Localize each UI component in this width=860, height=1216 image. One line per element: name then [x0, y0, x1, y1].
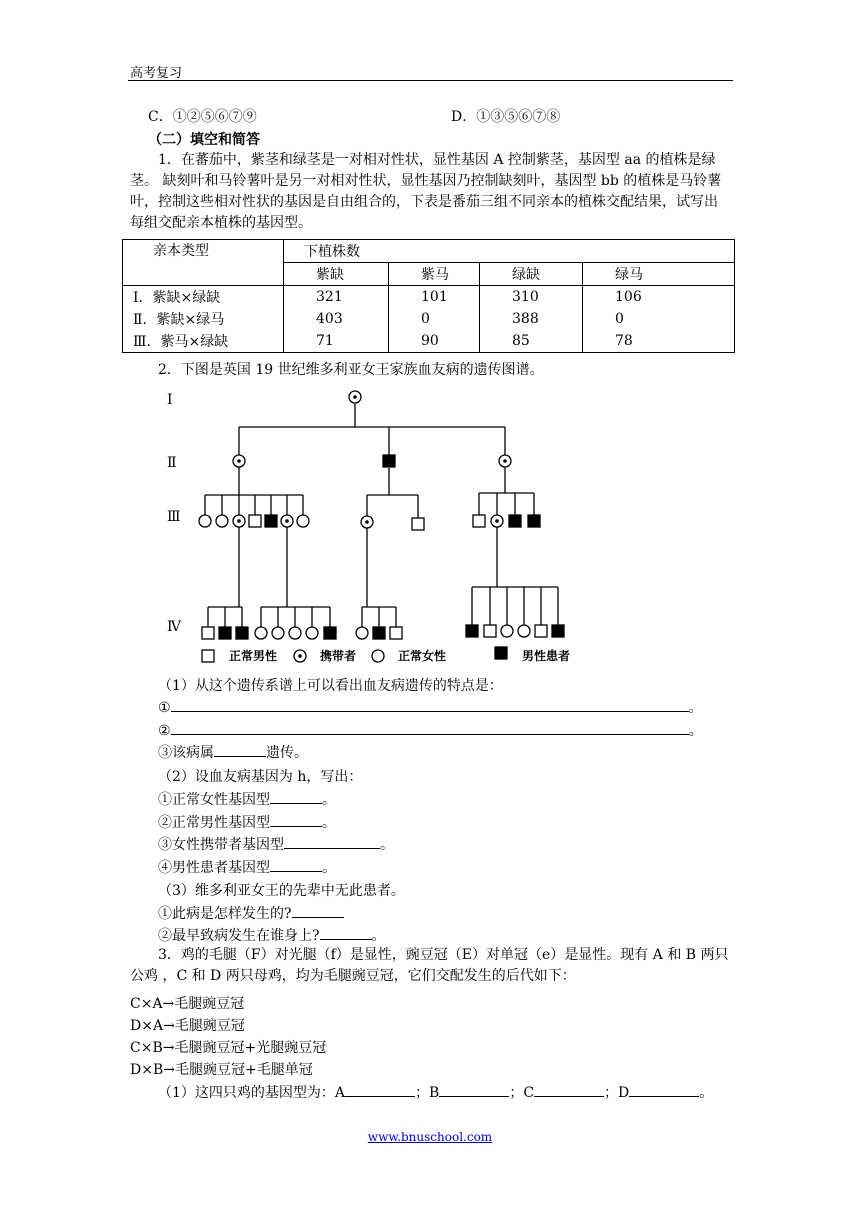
carrier-dot — [495, 519, 499, 523]
answer-blank[interactable] — [534, 1082, 604, 1097]
carrier-dot — [365, 520, 369, 524]
section-title: （二）填空和简答 — [148, 132, 260, 148]
cell: 101 — [389, 286, 480, 309]
q2-intro: 2．下图是英国 19 世纪维多利亚女王家族血友病的遗传图谱。 — [158, 362, 544, 378]
generation-label: Ⅳ — [167, 619, 181, 635]
answer-blank[interactable] — [270, 789, 322, 804]
normal-male-symbol — [202, 627, 214, 639]
cell: 0 — [389, 308, 480, 330]
q2-s2-b: ②正常男性基因型 。 — [158, 812, 336, 832]
affected-male-symbol — [383, 455, 395, 467]
normal-male-symbol — [473, 515, 485, 527]
affected-male-symbol — [528, 515, 540, 527]
answer-blank[interactable] — [320, 925, 372, 940]
table-row — [123, 286, 735, 309]
affected-male-symbol — [373, 627, 385, 639]
carrier-dot — [237, 519, 241, 523]
cell: 0 — [583, 308, 735, 330]
cell: 85 — [480, 330, 583, 353]
generation-label: Ⅲ — [167, 509, 181, 525]
q2-s1-a: ① 。 — [158, 697, 703, 717]
q2-s1: （1）从这个遗传系谱上可以看出血友病遗传的特点是： — [158, 678, 503, 694]
normal-female-symbol — [297, 515, 309, 527]
q1-text: 1．在蕃茄中，紫茎和绿茎是一对相对性状，显性基因 A 控制紫茎，基因型 aa 的植株是绿茎。 缺刻叶和马铃薯叶是另一对相对性状，显性基因乃控制缺刻叶，基因型 bb 的植株是马铃薯叶，控制这些相对性状的基因是自由组合的，下表是番茄三组不同亲本的植株交配结果，试写出 每组交配亲本植株的基因型。 — [130, 152, 722, 231]
affected-male-symbol — [552, 625, 564, 637]
header-title: 高考复习 — [130, 66, 183, 81]
table-col: 紫马 — [389, 263, 480, 286]
option-d: D．①③⑤⑥⑦⑧ — [451, 109, 561, 125]
q3-s1: （1）这四只鸡的基因型为：A ；B ；C ；D 。 — [158, 1082, 713, 1102]
carrier-dot — [503, 459, 507, 463]
answer-blank[interactable] — [270, 812, 322, 827]
table-row — [123, 308, 735, 330]
answer-blank[interactable] — [171, 697, 689, 712]
answer-blank[interactable] — [214, 742, 266, 757]
affected-male-symbol — [466, 625, 478, 637]
carrier-dot — [353, 395, 357, 399]
q3-text: 3．鸡的毛腿（F）对光腿（f）是显性，豌豆冠（E）对单冠（e）是显性。现有 A 和 B 两只公鸡 ，C 和 D 两只母鸡，均为毛腿豌豆冠，它们交配发生的后代如下： — [130, 947, 729, 984]
legend-normal-female-label: 正常女性 — [398, 649, 447, 663]
cell: 106 — [583, 286, 735, 309]
footer-link[interactable]: www.bnuschool.com — [367, 1130, 493, 1144]
cell: 310 — [480, 286, 583, 309]
legend-normal-male-label: 正常男性 — [229, 649, 278, 663]
answer-blank[interactable] — [292, 903, 344, 918]
answer-blank[interactable] — [629, 1082, 699, 1097]
pedigree-diagram — [150, 385, 600, 670]
normal-female-symbol — [306, 627, 318, 639]
answer-blank[interactable] — [171, 720, 689, 735]
q2-s3: （3）维多利亚女王的先辈中无此患者。 — [158, 883, 405, 899]
cross-line: C×A→毛腿豌豆冠 — [130, 996, 245, 1012]
cross-line: C×B→毛腿豌豆冠+光腿豌豆冠 — [130, 1040, 327, 1056]
q2-s3-a: ①此病是怎样发生的? — [158, 903, 344, 923]
normal-male-symbol — [535, 625, 547, 637]
normal-female-symbol — [372, 650, 384, 662]
row-label: Ⅱ．紫缺×绿马 — [123, 308, 284, 330]
generation-label: Ⅰ — [167, 392, 173, 408]
cell: 78 — [583, 330, 735, 353]
cell: 388 — [480, 308, 583, 330]
affected-male-symbol — [236, 627, 248, 639]
carrier-dot — [237, 459, 241, 463]
table-col: 绿马 — [583, 263, 735, 286]
answer-blank[interactable] — [284, 834, 380, 849]
table-header-parent: 亲本类型 — [123, 240, 284, 286]
answer-blank[interactable] — [270, 857, 322, 872]
q2-s2-d: ④男性患者基因型 。 — [158, 857, 336, 877]
cross-line: D×A→毛腿豌豆冠 — [130, 1018, 245, 1034]
normal-male-symbol — [202, 650, 214, 662]
header-rule — [128, 80, 733, 81]
normal-female-symbol — [216, 515, 228, 527]
affected-male-symbol — [324, 627, 336, 639]
cell: 321 — [284, 286, 389, 309]
normal-female-symbol — [518, 625, 530, 637]
normal-male-symbol — [484, 625, 496, 637]
carrier-dot — [285, 519, 289, 523]
q2-s1-b: ② 。 — [158, 720, 703, 740]
affected-male-symbol — [265, 515, 277, 527]
q2-s3-b: ②最早致病发生在谁身上? 。 — [158, 925, 386, 945]
table-col: 紫缺 — [284, 263, 389, 286]
legend-affected-male-label: 男性患者 — [522, 649, 571, 663]
normal-male-symbol — [390, 627, 402, 639]
normal-female-symbol — [356, 627, 368, 639]
normal-female-symbol — [501, 625, 513, 637]
carrier-dot — [298, 654, 302, 658]
table-header-offspring: 下植株数 — [284, 240, 735, 263]
row-label: Ⅲ．紫马×绿缺 — [123, 330, 284, 353]
q2-s1-c: ③该病属 遗传。 — [158, 742, 308, 762]
affected-male-symbol — [219, 627, 231, 639]
normal-female-symbol — [272, 627, 284, 639]
generation-label: Ⅱ — [167, 455, 177, 471]
legend-carrier-label: 携带者 — [320, 649, 357, 663]
normal-female-symbol — [255, 627, 267, 639]
option-c: C．①②⑤⑥⑦⑨ — [148, 109, 257, 125]
q2-s2-a: ①正常女性基因型 。 — [158, 789, 336, 809]
q2-s2: （2）设血友病基因为 h，写出： — [158, 769, 363, 785]
normal-male-symbol — [249, 515, 261, 527]
row-label: Ⅰ．紫缺×绿缺 — [123, 286, 284, 309]
q2-s2-c: ③女性携带者基因型 。 — [158, 834, 394, 854]
normal-male-symbol — [412, 518, 424, 530]
normal-female-symbol — [289, 627, 301, 639]
table-col: 绿缺 — [480, 263, 583, 286]
cross-line: D×B→毛腿豌豆冠+毛腿单冠 — [130, 1062, 313, 1078]
cross-result-table — [122, 239, 735, 353]
affected-male-symbol — [509, 515, 521, 527]
normal-female-symbol — [199, 515, 211, 527]
cell: 403 — [284, 308, 389, 330]
cell: 90 — [389, 330, 480, 353]
answer-blank[interactable] — [439, 1082, 509, 1097]
table-row — [123, 330, 735, 353]
affected-male-symbol — [495, 647, 507, 659]
cell: 71 — [284, 330, 389, 353]
answer-blank[interactable] — [345, 1082, 415, 1097]
